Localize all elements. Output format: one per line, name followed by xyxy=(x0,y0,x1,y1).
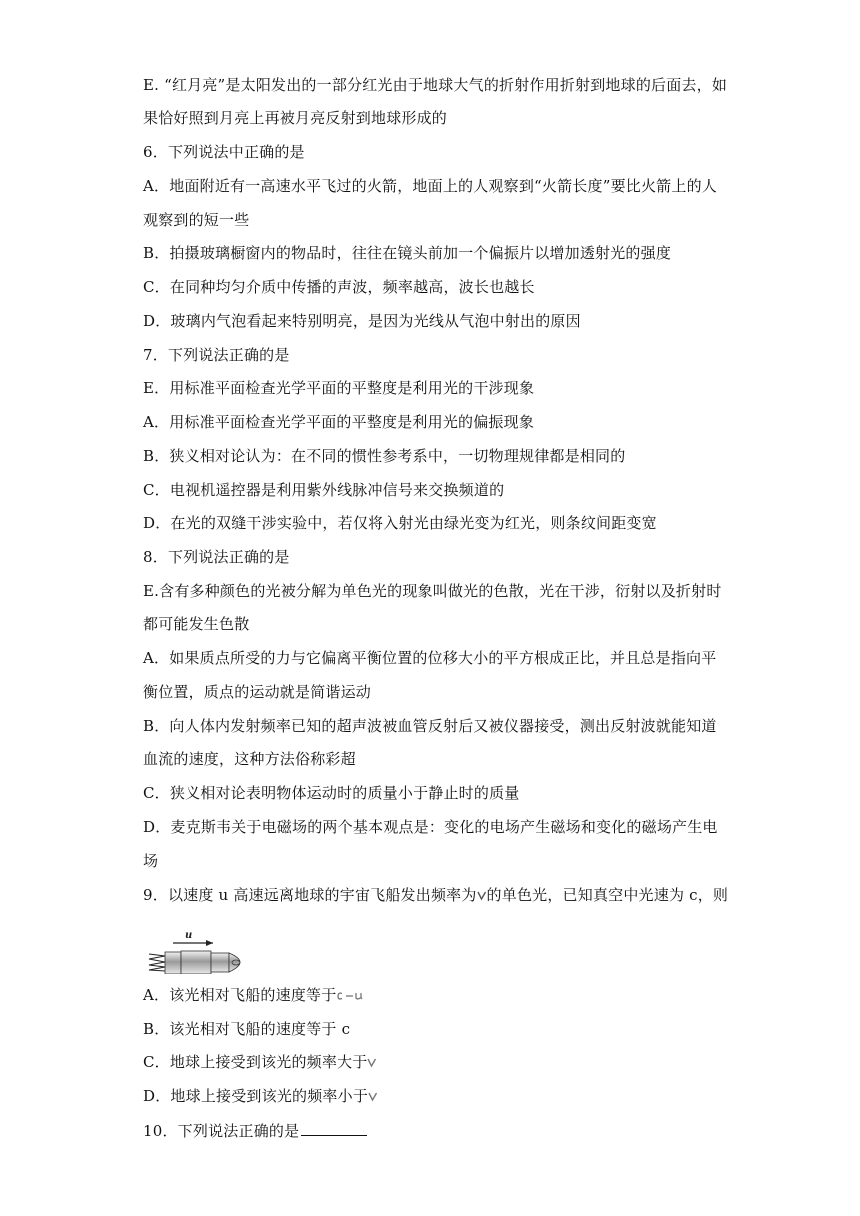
option-b: B．狭义相对论认为：在不同的惯性参考系中，一切物理规律都是相同的 xyxy=(143,447,626,465)
nu-symbol-icon xyxy=(477,889,487,901)
option-e: E.含有多种颜色的光被分解为单色光的现象叫做光的色散，光在干涉，衍射以及折射时 xyxy=(143,582,722,600)
option-b: B．拍摄玻璃橱窗内的物品时，往往在镜头前加一个偏振片以增加透射光的强度 xyxy=(143,244,672,262)
question-9-stem-part: 9．以速度 u 高速远离地球的宇宙飞船发出频率为 xyxy=(143,886,477,904)
option-b: B．向人体内发射频率已知的超声波被血管反射后又被仪器接受，测出反射波就能知道 xyxy=(143,717,717,735)
text-line: 果恰好照到月亮上再被月亮反射到地球形成的 xyxy=(143,109,448,127)
text-line: E. “红月亮”是太阳发出的一部分红光由于地球大气的折射作用折射到地球的后面去，如 xyxy=(143,76,728,94)
c-minus-u-symbol-icon xyxy=(336,989,364,1001)
option-a-text: A．该光相对飞船的速度等于 xyxy=(143,986,337,1004)
question-9-stem-part: 的单色光，已知真空中光速为 c，则 xyxy=(486,886,729,904)
question-9-stem xyxy=(143,885,728,905)
question-10-stem xyxy=(143,1120,367,1141)
text-line: 衡位置，质点的运动就是简谐运动 xyxy=(143,683,372,701)
question-6-stem: 6．下列说法中正确的是 xyxy=(143,143,305,161)
option-a: A．地面附近有一高速水平飞过的火箭，地面上的人观察到“火箭长度”要比火箭上的人 xyxy=(143,177,717,195)
option-c xyxy=(143,1052,377,1072)
answer-blank[interactable] xyxy=(301,1120,367,1136)
option-a xyxy=(143,985,364,1005)
question-8-stem: 8．下列说法正确的是 xyxy=(143,548,290,566)
question-10-text: 10．下列说法正确的是 xyxy=(143,1122,300,1140)
option-a: A．如果质点所受的力与它偏离平衡位置的位移大小的平方根成正比，并且总是指向平 xyxy=(143,649,717,667)
nu-symbol-icon xyxy=(367,1056,377,1068)
nu-symbol-icon xyxy=(368,1090,378,1102)
option-d xyxy=(143,1086,378,1106)
option-c: C．狭义相对论表明物体运动时的质量小于静止时的质量 xyxy=(143,784,520,802)
figure-velocity-label: u xyxy=(185,930,193,941)
option-c: C．在同种均匀介质中传播的声波，频率越高，波长也越长 xyxy=(143,278,535,296)
option-b: B．该光相对飞船的速度等于 c xyxy=(143,1020,351,1038)
option-d-text: D．地球上接受到该光的频率小于 xyxy=(143,1087,369,1105)
option-c-text: C．地球上接受到该光的频率大于 xyxy=(143,1053,368,1071)
text-line: 场 xyxy=(143,852,159,870)
option-d: D．在光的双缝干涉实验中，若仅将入射光由绿光变为红光，则条纹间距变宽 xyxy=(143,514,657,532)
text-line: 血流的速度，这种方法俗称彩超 xyxy=(143,750,356,768)
option-d: D．麦克斯韦关于电磁场的两个基本观点是：变化的电场产生磁场和变化的磁场产生电 xyxy=(143,818,718,836)
option-c: C．电视机遥控器是利用紫外线脉冲信号来交换频道的 xyxy=(143,481,505,499)
text-line: 都可能发生色散 xyxy=(143,615,250,633)
text-line: 观察到的短一些 xyxy=(143,211,250,229)
option-e: E．用标准平面检查光学平面的平整度是利用光的干涉现象 xyxy=(143,379,535,397)
question-7-stem: 7．下列说法正确的是 xyxy=(143,346,290,364)
option-d: D．玻璃内气泡看起来特别明亮，是因为光线从气泡中射出的原因 xyxy=(143,312,581,330)
rocket-figure xyxy=(147,926,253,974)
option-a: A．用标准平面检查光学平面的平整度是利用光的偏振现象 xyxy=(143,413,535,431)
